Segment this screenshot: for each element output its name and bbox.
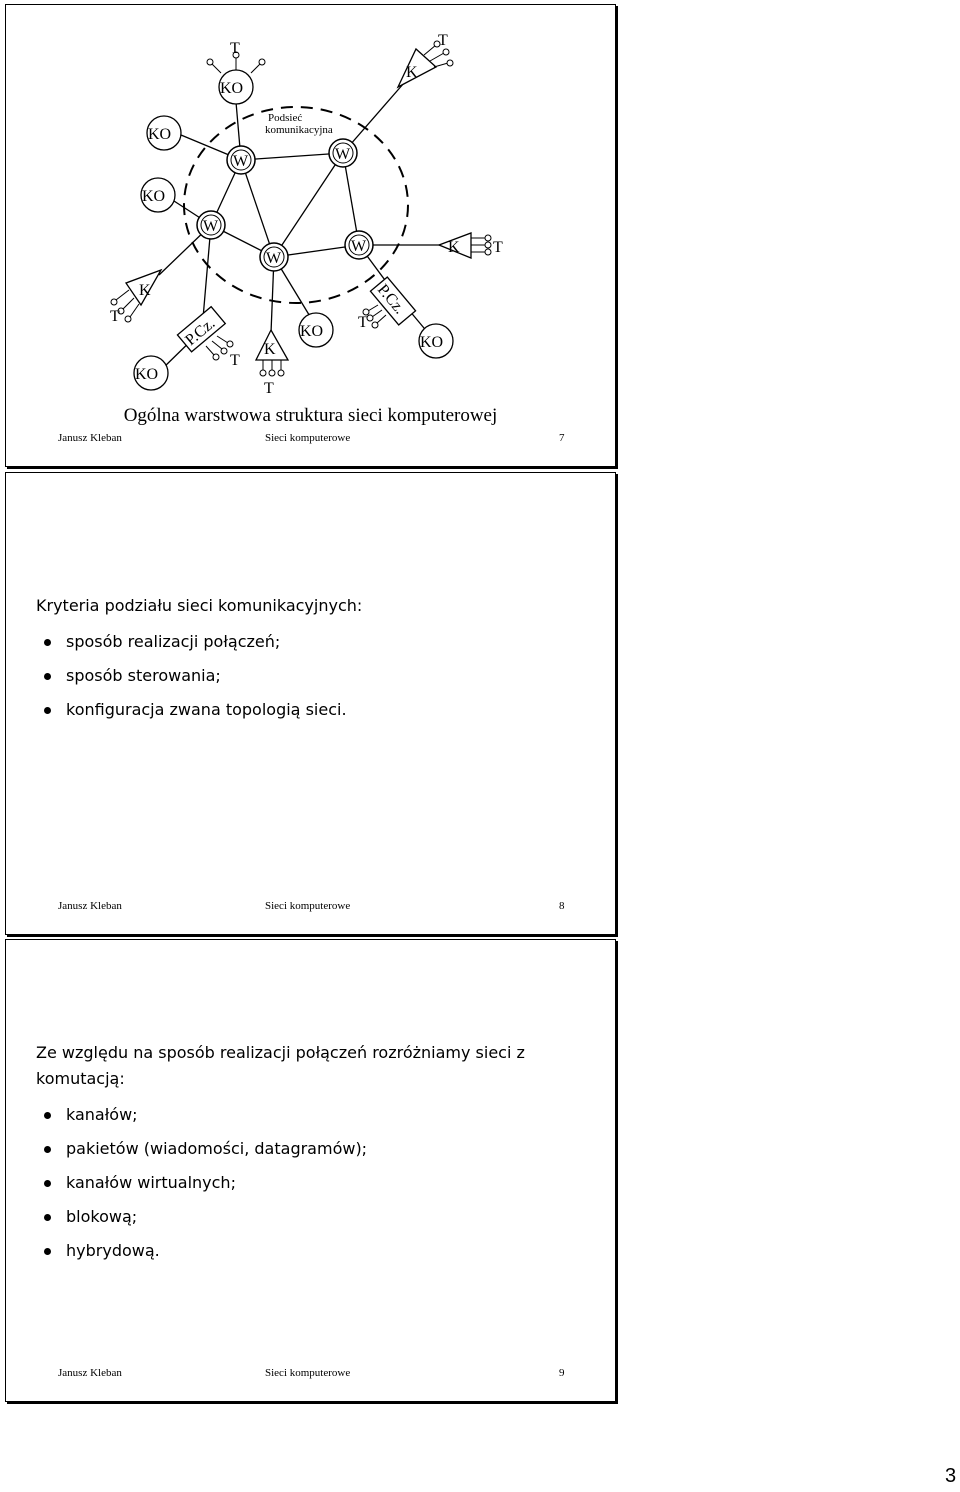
svg-text:P.Cz.: P.Cz. <box>182 314 219 350</box>
footer-page: 9 <box>559 1367 565 1379</box>
slide-9 <box>5 939 616 1402</box>
criteria-list <box>36 629 606 723</box>
footer-page: 7 <box>559 432 565 444</box>
switch-w-2 <box>329 139 357 167</box>
svg-text:T: T <box>438 32 448 49</box>
switch-w-5 <box>345 231 373 259</box>
host-ko-6 <box>419 324 453 358</box>
list-item: konfiguracja zwana topologią sieci. <box>36 697 606 723</box>
host-ko-2 <box>147 116 181 150</box>
host-ko-4 <box>134 356 168 390</box>
switch-w-4 <box>260 243 288 271</box>
svg-text:T: T <box>110 308 120 325</box>
svg-text:K: K <box>264 341 276 358</box>
footer-page: 8 <box>559 900 565 912</box>
slide-caption: Ogólna warstwowa struktura sieci komputerowej <box>123 405 498 426</box>
list-item: sposób sterowania; <box>36 663 606 689</box>
slide-heading: Kryteria podziału sieci komunikacyjnych: <box>36 596 363 615</box>
svg-text:P.Cz.: P.Cz. <box>373 281 409 318</box>
slide-content <box>36 593 606 731</box>
slide-footer <box>6 900 615 914</box>
svg-text:K: K <box>406 64 418 81</box>
footer-author: Janusz Kleban <box>58 1367 122 1379</box>
document-page-number: 3 <box>945 1465 957 1487</box>
concentrator-k-1 <box>398 32 453 87</box>
bullet-icon <box>44 1214 51 1221</box>
bullet-icon <box>44 1180 51 1187</box>
bullet-icon <box>44 707 51 714</box>
list-item: pakietów (wiadomości, datagramów); <box>36 1136 606 1162</box>
footer-course: Sieci komputerowe <box>265 432 351 444</box>
host-ko-5 <box>299 313 333 347</box>
converter-pcz-2 <box>370 277 415 325</box>
svg-text:W: W <box>266 250 282 267</box>
svg-text:W: W <box>351 238 367 255</box>
cloud-label-line1: Podsieć <box>268 112 303 124</box>
svg-text:KO: KO <box>135 366 159 383</box>
slide-heading: Ze względu na sposób realizacji połączeń rozróżniamy sieci z komutacją: <box>36 1043 525 1088</box>
list-item: kanałów wirtualnych; <box>36 1170 606 1196</box>
svg-text:T: T <box>493 239 503 256</box>
terminal-t-1: T <box>230 40 240 57</box>
svg-text:KO: KO <box>142 188 166 205</box>
network-structure-diagram <box>6 5 615 405</box>
footer-author: Janusz Kleban <box>58 432 122 444</box>
svg-text:KO: KO <box>148 126 172 143</box>
switch-w-3 <box>197 211 225 239</box>
svg-text:K: K <box>448 239 460 256</box>
svg-text:KO: KO <box>420 334 444 351</box>
concentrator-k-4 <box>256 330 288 397</box>
list-item: hybrydową. <box>36 1238 606 1264</box>
slide-footer <box>6 432 615 446</box>
bullet-icon <box>44 1146 51 1153</box>
switch-w-1 <box>227 146 255 174</box>
host-ko-3 <box>141 178 175 212</box>
slide-7 <box>5 4 616 467</box>
cloud-label-line2: komunikacyjna <box>265 124 333 136</box>
svg-text:KO: KO <box>220 80 244 97</box>
subnet-cloud <box>184 107 408 303</box>
terminal-t-pcz-2: T <box>358 314 368 331</box>
list-item: blokową; <box>36 1204 606 1230</box>
footer-course: Sieci komputerowe <box>265 1367 351 1379</box>
bullet-icon <box>44 639 51 646</box>
concentrator-k-3 <box>110 270 161 325</box>
concentrator-k-2 <box>439 233 503 258</box>
converter-pcz-1 <box>177 307 225 352</box>
svg-text:W: W <box>203 218 219 235</box>
svg-text:K: K <box>139 282 151 299</box>
footer-course: Sieci komputerowe <box>265 900 351 912</box>
bullet-icon <box>44 1112 51 1119</box>
switching-types-list <box>36 1102 606 1264</box>
bullet-icon <box>44 673 51 680</box>
svg-text:W: W <box>335 146 351 163</box>
terminal-t-pcz-1: T <box>230 352 240 369</box>
slide-8 <box>5 472 616 935</box>
list-item: kanałów; <box>36 1102 606 1128</box>
svg-text:T: T <box>264 380 274 397</box>
slide-content <box>36 1040 606 1272</box>
slide-footer <box>6 1367 615 1381</box>
list-item: sposób realizacji połączeń; <box>36 629 606 655</box>
footer-author: Janusz Kleban <box>58 900 122 912</box>
svg-text:KO: KO <box>300 323 324 340</box>
host-ko-1 <box>219 70 253 104</box>
bullet-icon <box>44 1248 51 1255</box>
svg-text:W: W <box>233 153 249 170</box>
